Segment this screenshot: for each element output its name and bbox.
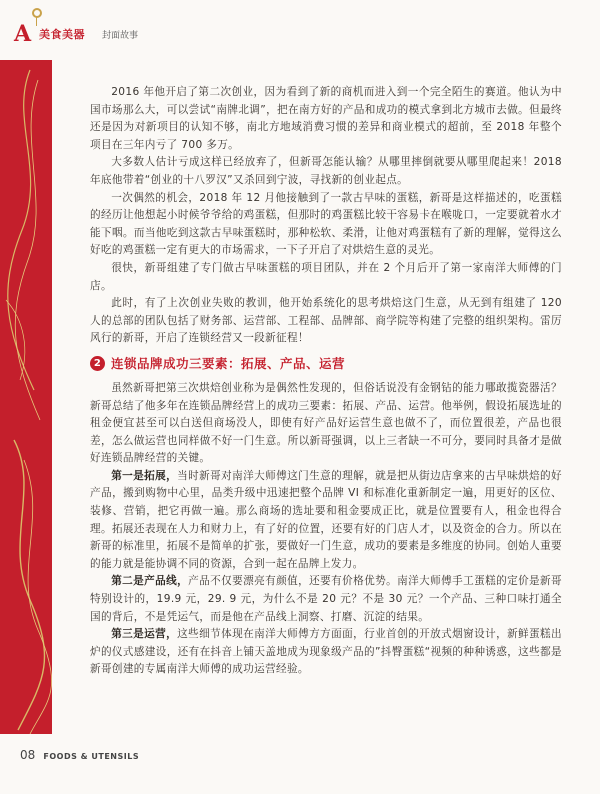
section-title: 连锁品牌成功三要素：拓展、产品、运营	[111, 356, 346, 372]
point-lead: 第三是运营，	[111, 628, 178, 641]
section-number-badge: 2	[90, 356, 105, 371]
pin-icon	[32, 8, 42, 18]
point-paragraph-expansion	[90, 468, 562, 574]
paragraph: 大多数人估计亏成这样已经放弃了，但新哥怎能认输？从哪里摔倒就要从哪里爬起来！2018 年底他带着“创业的十八罗汉”又杀回到宁波，寻找新的创业起点。	[90, 156, 562, 186]
page-number: 08	[20, 748, 36, 762]
article-body	[90, 84, 562, 679]
paragraph: 很快，新哥组建了专门做古早味蛋糕的项目团队，并在 2 个月后开了第一家南洋大师傅的门店。	[90, 261, 562, 292]
pin-line	[36, 16, 37, 26]
section-heading	[90, 354, 562, 374]
point-lead: 第二是产品线，	[111, 575, 189, 588]
section-label: 封面故事	[102, 31, 139, 41]
gold-swirl-decoration	[0, 60, 52, 734]
point-lead: 第一是拓展，	[111, 469, 178, 482]
decorative-red-bar	[0, 60, 52, 734]
point-text: 这些细节体现在南洋大师傅方方面面，行业首创的开放式烟窗设计，新鲜蛋糕出炉的仪式感建设，还有在抖音上铺天盖地成为现象级产品的”抖臀蛋糕“视频的种种诱惑，这些都是新哥创建的专属南洋大师傅的成功运营经验。	[90, 628, 562, 676]
paragraph: 一次偶然的机会，2018 年 12 月他接触到了一款古早味的蛋糕，新哥是这样描述的，吃蛋糕的经历让他想起小时候爷爷给的鸡蛋糕，但那时的鸡蛋糕比较干容易卡在喉咙口，一定要就着水才能下咽。而当他吃到这款古早味蛋糕时，那种松软、柔滑，让他对鸡蛋糕有了新的理解，觉得这么好吃的鸡蛋糕一定有更大的市场需求，一下子开启了对烘焙生意的灵光。	[90, 191, 562, 257]
paragraph: 此时，有了上次创业失败的教训，他开始系统化的思考烘焙这门生意，从无到有组建了 120 人的总部的团队包括了财务部、运营部、工程部、品牌部、商学院等构建了完整的组织架构。雷厉风行的新哥，开启了连锁经营又一段新征程！	[90, 297, 562, 345]
paragraph: 2016 年他开启了第二次创业，因为看到了新的商机而进入到一个完全陌生的赛道。他认为中国市场那么大，可以尝试“南牌北调”，把在南方好的产品和成功的模式拿到北方城市去做。但最终还是因为对新项目的认知不够，南北方地域消费习惯的差异和商业模式的超前，至 2018 年整个项目在三年内亏了 700 多万。	[90, 86, 562, 151]
paragraph: 虽然新哥把第三次烘焙创业称为是偶然性发现的，但俗话说没有金钢钻的能力哪敢揽瓷器活？新哥总结了他多年在连锁品牌经营上的成功三要素：拓展、产品、运营。他举例，假设拓展选址的租金便宜甚至可以白送但商场没人，即使有好产品好运营生意也做不了，而位置很差，产品也很差，怎么做运营也同样做不好一门生意。所以新哥强调，以上三者缺一不可分，要同时具备才是做好连锁品牌经营的关键。	[90, 381, 562, 465]
page-footer	[20, 744, 139, 763]
point-text: 产品不仅要漂亮有颜值，还要有价格优势。南洋大师傅手工蛋糕的定价是新哥特别设计的，19.9 元，29. 9 元，为什么不是 20 元？不是 30 元？一个产品、三种口味打通全国的背后，不是凭运气，而是他在产品线上洞察、打磨、沉淀的结果。	[90, 575, 562, 623]
logo-letter: A	[14, 21, 32, 47]
point-paragraph-product	[90, 573, 562, 626]
point-text: 当时新哥对南洋大师傅这门生意的理解，就是把从街边店拿来的古早味烘焙的好产品，搬到购物中心里，品类升级中迅速把整个品牌 VI 和标准化重新制定一遍，用更好的区位、装修、营销，把它再做一遍。那么商场的选址要和租金要成正比，就是位置要有人，租金也得合理。拓展还表现在人力和财力上，有了好的位置，还要有好的门店人才，以及资金的合力。所以在新哥的标准里，拓展不是简单的扩张，要做好一门生意，成功的要素是多维度的协同。创始人重要的能力就是能协调不同的资源，合到一起在品牌上发力。	[90, 469, 562, 570]
point-paragraph-operation	[90, 626, 562, 679]
magazine-brand: 美食美器	[39, 28, 85, 41]
publication-name: FOODS & UTENSILS	[43, 752, 140, 761]
